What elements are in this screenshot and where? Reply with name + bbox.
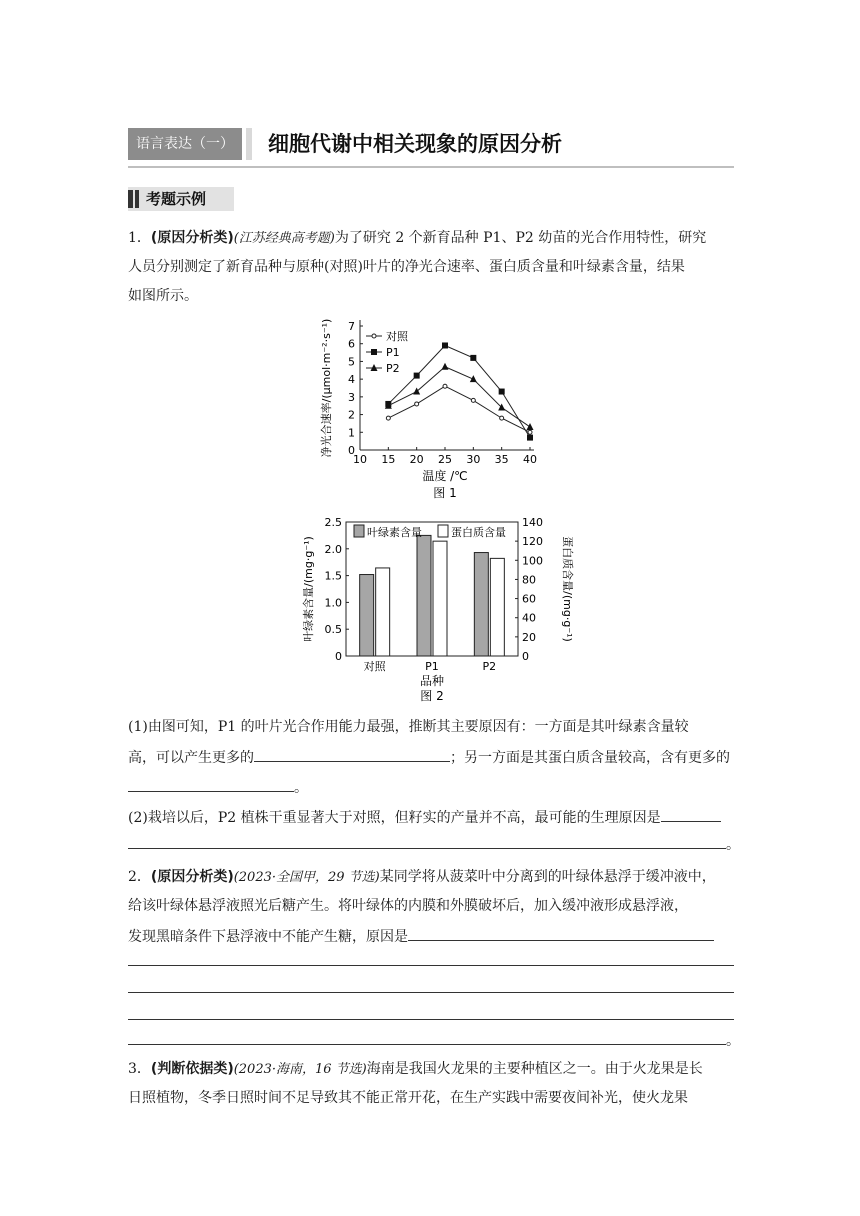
data-point-P2 bbox=[413, 388, 420, 395]
section-heading bbox=[128, 187, 234, 211]
data-point-P1 bbox=[527, 435, 533, 441]
q1-sub2-line-1 bbox=[128, 805, 734, 829]
legend-label: P2 bbox=[386, 362, 400, 375]
q3-source: (2023·海南，16 节选) bbox=[233, 1062, 367, 1077]
x-axis-label: 品种 bbox=[419, 674, 445, 688]
q1-sub2-text: (2)栽培以后，P2 植株干重显著大于对照，但籽实的产量并不高，最可能的生理原因是 bbox=[128, 810, 661, 826]
q3-line-2: 日照植物，冬季日照时间不足导致其不能正常开花，在生产实践中需要夜间补光，使火龙果 bbox=[128, 1090, 688, 1106]
chapter-header bbox=[128, 122, 734, 168]
q1-sub1-line-2 bbox=[128, 745, 734, 769]
y-tick-label: 2.5 bbox=[324, 516, 342, 529]
answer-line-4b[interactable] bbox=[128, 965, 734, 966]
data-point-P1 bbox=[442, 342, 448, 348]
section-label: 考题示例 bbox=[146, 190, 207, 208]
bar-蛋白质含量 bbox=[376, 568, 390, 656]
y2-tick-label: 80 bbox=[522, 573, 536, 587]
q3-line-1 bbox=[128, 1058, 734, 1081]
answer-line-4c[interactable] bbox=[128, 992, 734, 993]
y2-tick-label: 100 bbox=[522, 554, 543, 568]
x-tick-label: 30 bbox=[466, 453, 481, 466]
section-marker-icon bbox=[128, 190, 133, 208]
data-point-对照 bbox=[415, 402, 419, 406]
x-tick-label: P2 bbox=[482, 660, 497, 673]
x-tick-label: 40 bbox=[523, 453, 537, 466]
answer-line-4d[interactable] bbox=[128, 1019, 734, 1020]
data-point-对照 bbox=[386, 416, 390, 420]
legend-label: 蛋白质含量 bbox=[451, 526, 506, 539]
section-marker-icon bbox=[135, 190, 139, 208]
answer-blank-4a[interactable] bbox=[408, 924, 714, 941]
q2-type: (原因分析类) bbox=[150, 869, 234, 885]
y-tick-label: 0.5 bbox=[324, 623, 342, 637]
x-tick-label: 10 bbox=[353, 453, 367, 466]
data-point-对照 bbox=[500, 416, 504, 420]
series-line-P1 bbox=[388, 345, 530, 437]
y2-tick-label: 20 bbox=[522, 630, 536, 644]
y-tick-label: 1.5 bbox=[324, 569, 342, 583]
legend-swatch-蛋白质含量 bbox=[438, 525, 448, 537]
y2-axis-label: 蛋白质含量/(mg·g⁻¹) bbox=[561, 536, 574, 642]
y-tick-label: 7 bbox=[348, 320, 355, 333]
series-line-P2 bbox=[388, 367, 530, 427]
q3-text: 海南是我国火龙果的主要种植区之一。由于火龙果是长 bbox=[366, 1061, 703, 1077]
bar-叶绿素含量 bbox=[474, 553, 488, 656]
x-tick-label: 对照 bbox=[363, 660, 386, 673]
bar-叶绿素含量 bbox=[417, 535, 431, 656]
q2-text: 某同学将从菠菜叶中分离到的叶绿体悬浮于缓冲液中， bbox=[379, 869, 716, 885]
q1-line-3: 如图所示。 bbox=[128, 288, 198, 304]
q3-number: 3． bbox=[128, 1061, 151, 1077]
x-tick-label: P1 bbox=[425, 660, 439, 673]
data-point-P2 bbox=[527, 423, 534, 430]
y2-tick-label: 60 bbox=[522, 592, 536, 606]
q1-sub2-line-2 bbox=[128, 832, 740, 856]
data-point-P1 bbox=[414, 373, 420, 379]
y-tick-label: 1 bbox=[348, 426, 355, 440]
data-point-P2 bbox=[470, 375, 477, 382]
answer-blank-1[interactable] bbox=[254, 745, 450, 762]
y-tick-label: 0 bbox=[335, 650, 342, 663]
y-tick-label: 5 bbox=[348, 355, 355, 369]
answer-blank-3a[interactable] bbox=[661, 805, 721, 822]
x-tick-label: 20 bbox=[409, 453, 424, 466]
figure-2-bar-chart bbox=[296, 512, 586, 710]
q1-sub2-end: 。 bbox=[726, 837, 740, 853]
series-line-对照 bbox=[388, 386, 530, 432]
figure-2-caption: 图 2 bbox=[420, 689, 444, 703]
q2-number: 2． bbox=[128, 869, 151, 885]
y-tick-label: 2.0 bbox=[324, 542, 342, 556]
y-tick-label: 2 bbox=[348, 408, 355, 422]
y-axis-label: 叶绿素含量/(mg·g⁻¹) bbox=[302, 536, 315, 642]
chapter-title: 细胞代谢中相关现象的原因分析 bbox=[268, 132, 562, 156]
answer-blank-3b[interactable] bbox=[128, 832, 726, 849]
q1-line-1 bbox=[128, 227, 734, 250]
y2-tick-label: 120 bbox=[522, 535, 543, 549]
data-point-对照 bbox=[471, 398, 475, 402]
legend-marker-对照 bbox=[372, 334, 376, 338]
y-tick-label: 3 bbox=[348, 390, 355, 404]
q1-sub1-end: 。 bbox=[294, 780, 308, 796]
data-point-对照 bbox=[443, 384, 447, 388]
q1-sub1-text-a: 高，可以产生更多的 bbox=[128, 750, 254, 766]
data-point-P2 bbox=[442, 363, 449, 370]
x-axis-label: 温度 /℃ bbox=[422, 469, 468, 483]
y-tick-label: 1.0 bbox=[324, 596, 342, 610]
bar-蛋白质含量 bbox=[433, 541, 447, 656]
chapter-tag: 语言表达（一） bbox=[128, 128, 242, 160]
q1-number: 1． bbox=[128, 230, 151, 246]
q2-line-2: 给该叶绿体悬浮液照光后糖产生。将叶绿体的内膜和外膜破坏后，加入缓冲液形成悬浮液， bbox=[128, 898, 688, 914]
q2-end: 。 bbox=[726, 1033, 740, 1049]
y-tick-label: 0 bbox=[348, 444, 355, 457]
y-axis-label: 净光合速率/(μmol·m⁻²·s⁻¹) bbox=[320, 318, 333, 458]
legend-label: 对照 bbox=[386, 330, 408, 343]
y2-tick-label: 0 bbox=[522, 650, 529, 663]
figure-1-line-chart bbox=[300, 312, 560, 502]
y2-tick-label: 140 bbox=[522, 516, 543, 529]
q1-text: 为了研究 2 个新育品种 P1、P2 幼苗的光合作用特性，研究 bbox=[334, 230, 707, 246]
legend-label: 叶绿素含量 bbox=[367, 526, 422, 539]
q2-line-1 bbox=[128, 866, 734, 889]
q1-source: (江苏经典高考题) bbox=[233, 231, 335, 246]
x-tick-label: 15 bbox=[381, 453, 396, 466]
data-point-对照 bbox=[528, 430, 532, 434]
q1-type: (原因分析类) bbox=[150, 230, 234, 246]
q3-type: (判断依据类) bbox=[150, 1061, 234, 1077]
q2-line-3 bbox=[128, 924, 734, 948]
y2-tick-label: 40 bbox=[522, 611, 536, 625]
q2-source: (2023·全国甲，29 节选) bbox=[233, 870, 380, 885]
q1-sub1-text-b: ；另一方面是其蛋白质含量较高，含有更多的 bbox=[450, 750, 730, 766]
answer-blank-4e[interactable] bbox=[128, 1028, 726, 1045]
q1-sub1-line-3 bbox=[128, 775, 734, 799]
bar-蛋白质含量 bbox=[490, 558, 504, 656]
q2-last-line bbox=[128, 1028, 740, 1052]
q2-line-3-text: 发现黑暗条件下悬浮液中不能产生糖，原因是 bbox=[128, 929, 408, 945]
y-tick-label: 4 bbox=[348, 373, 355, 387]
figure-1-caption: 图 1 bbox=[433, 486, 457, 500]
answer-blank-2[interactable] bbox=[128, 775, 294, 792]
data-point-P1 bbox=[499, 389, 505, 395]
legend-swatch-叶绿素含量 bbox=[354, 525, 364, 537]
y-tick-label: 6 bbox=[348, 337, 355, 351]
x-tick-label: 25 bbox=[438, 453, 452, 466]
x-tick-label: 35 bbox=[494, 453, 509, 466]
q1-line-2: 人员分别测定了新育品种与原种(对照)叶片的净光合速率、蛋白质含量和叶绿素含量，结果 bbox=[128, 259, 685, 275]
data-point-P1 bbox=[470, 355, 476, 361]
q1-sub1-line-1: (1)由图可知，P1 的叶片光合作用能力最强，推断其主要原因有：一方面是其叶绿素含量较 bbox=[128, 719, 689, 735]
legend-label: P1 bbox=[386, 346, 400, 359]
bar-叶绿素含量 bbox=[360, 575, 374, 656]
header-divider bbox=[246, 128, 252, 160]
legend-marker-P1 bbox=[371, 349, 377, 355]
